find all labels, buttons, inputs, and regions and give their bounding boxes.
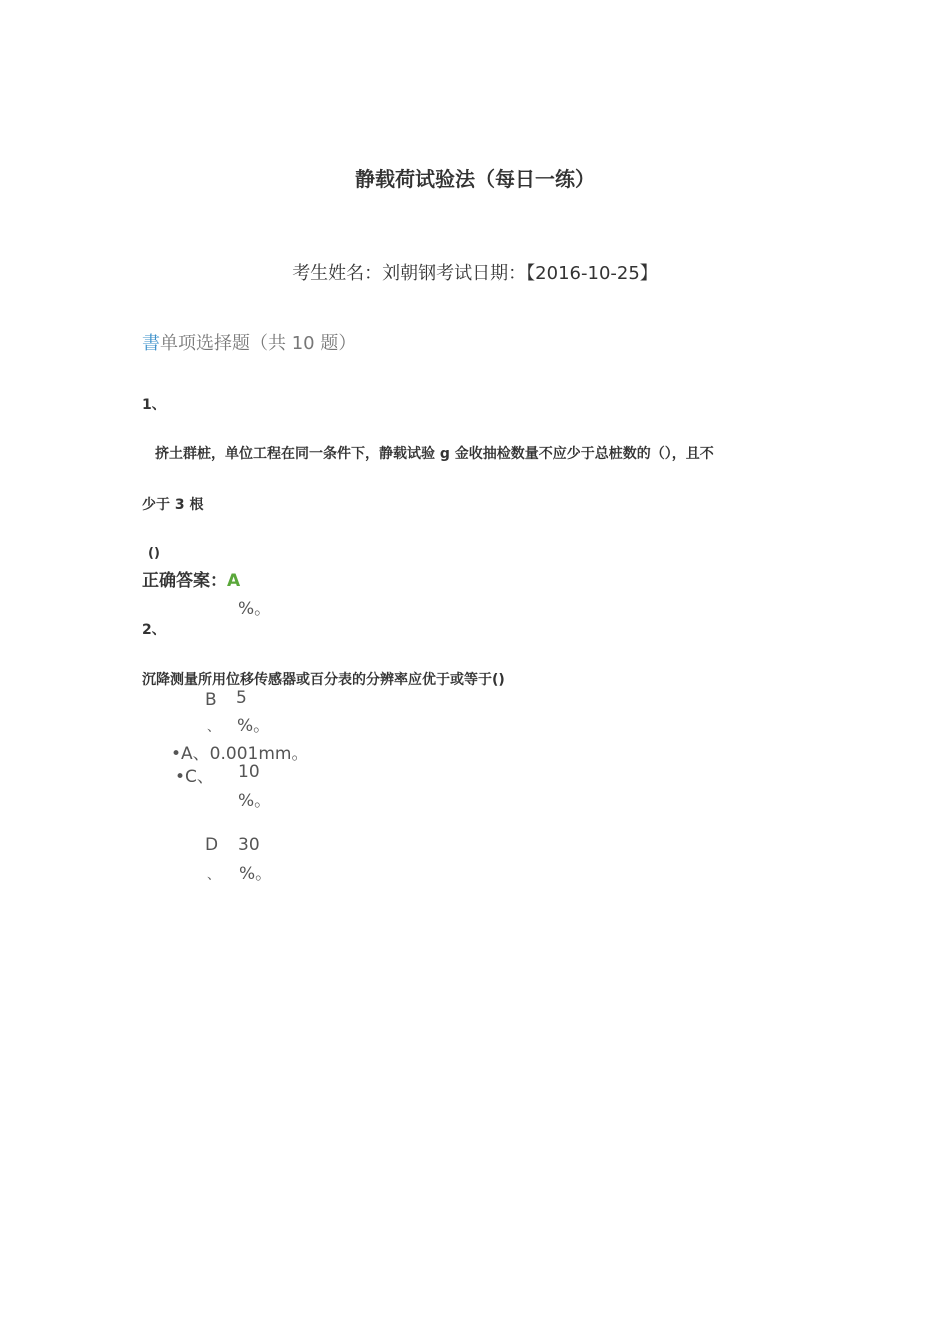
question-1-text-line2: 少于 3 根 (142, 497, 204, 513)
option-d-value[interactable]: 30 (238, 835, 260, 855)
question-1-option-tail: %。 (238, 599, 272, 619)
option-d-separator: 、 (207, 868, 221, 883)
page-title: 静载荷试验法（每日一练） (355, 167, 595, 191)
option-b-letter[interactable]: B (205, 690, 217, 710)
question-1-answer (142, 566, 240, 591)
option-c-label[interactable]: •C、 (175, 767, 214, 787)
option-c-value[interactable]: 10 (238, 762, 260, 782)
section-heading (142, 329, 356, 355)
question-1-number: 1、 (142, 397, 166, 413)
question-2-number: 2、 (142, 622, 166, 638)
option-b-unit[interactable]: %。 (237, 716, 271, 736)
question-2-text: 沉降测量所用位移传感器或百分表的分辨率应优于或等于() (142, 672, 505, 688)
option-b-separator: 、 (207, 720, 221, 735)
option-d-unit[interactable]: %。 (239, 864, 273, 884)
question-1-blank: () (148, 546, 160, 561)
book-icon: 書 (142, 333, 160, 354)
option-b-value[interactable]: 5 (236, 688, 247, 708)
answer-value: A (227, 571, 241, 591)
answer-label: 正确答案： (142, 571, 227, 591)
examinee-info: 考生姓名：刘朝钢考试日期：【2016-10-25】 (292, 263, 658, 284)
option-c-unit[interactable]: %。 (238, 791, 272, 811)
question-1-text-line1: 挤土群桩，单位工程在同一条件下，静载试验 g 金收抽检数量不应少于总桩数的（），且不 (155, 446, 714, 462)
option-a[interactable]: •A、0.001mm。 (171, 744, 309, 764)
section-label: 单项选择题（共 10 题） (160, 333, 357, 354)
option-d-letter[interactable]: D (205, 835, 219, 855)
